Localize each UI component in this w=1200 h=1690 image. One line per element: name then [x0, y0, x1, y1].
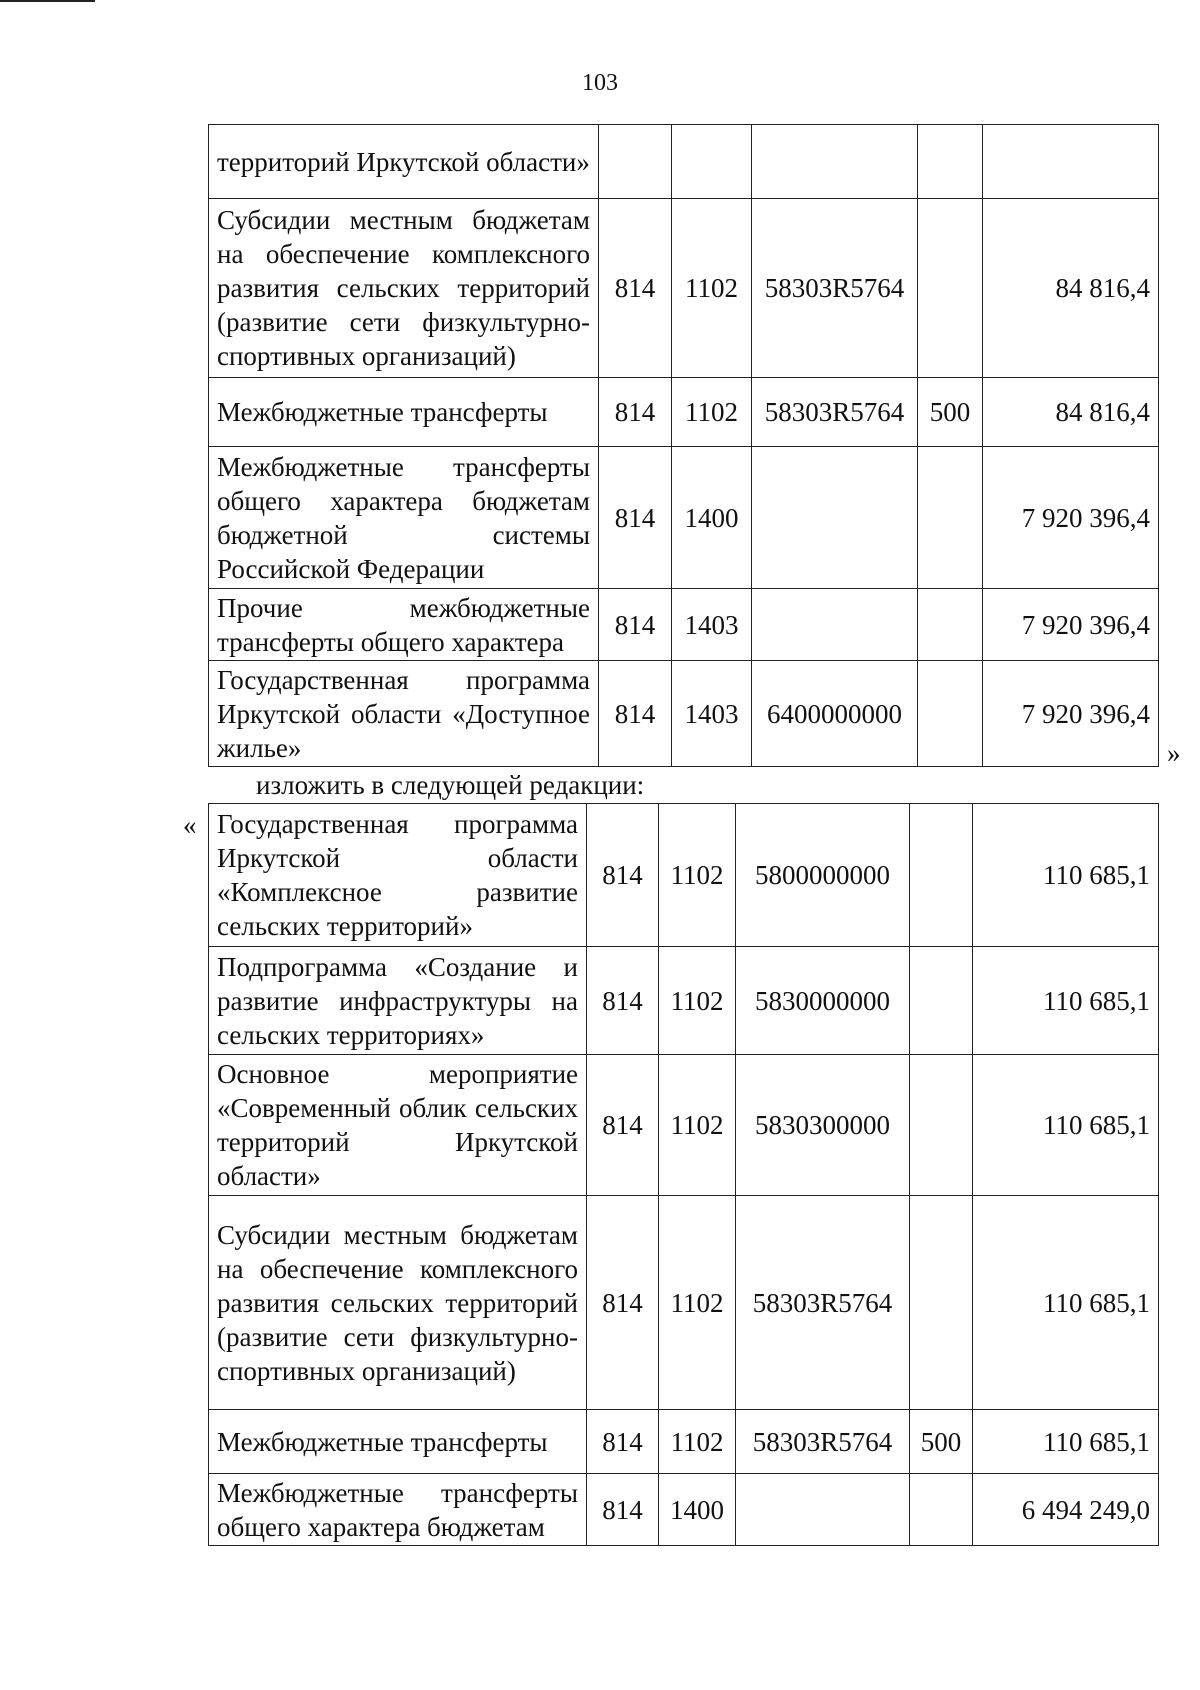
target-code-cell: 58303R5764	[752, 199, 918, 378]
expense-type-cell	[910, 947, 973, 1055]
target-code-cell: 5800000000	[736, 804, 910, 947]
target-code-cell: 58303R5764	[736, 1196, 910, 1410]
section-code-cell: 1102	[672, 378, 752, 447]
amount-cell: 84 816,4	[983, 378, 1159, 447]
section-code-cell: 1102	[659, 1410, 736, 1474]
amount-cell: 110 685,1	[973, 947, 1159, 1055]
row-name-cell: Межбюджетные трансферты	[209, 378, 599, 447]
table-row	[209, 947, 1159, 1055]
section-code-cell	[672, 125, 752, 199]
budget-table-after	[208, 803, 1159, 1546]
section-code-cell: 1102	[659, 947, 736, 1055]
table-row	[209, 661, 1159, 767]
row-name-cell: Субсидии местным бюджетам на обеспечение комплексного развития сельских территорий (развитие сети физкультурно-спортивных организаций)	[209, 1196, 587, 1410]
expense-type-cell	[918, 199, 983, 378]
amount-cell	[983, 125, 1159, 199]
row-name-cell: Основное мероприятие «Современный облик сельских территорий Иркутской области»	[209, 1055, 587, 1196]
expense-type-cell	[918, 125, 983, 199]
row-name-cell: территорий Иркутской области»	[209, 125, 599, 199]
expense-type-cell	[910, 1474, 973, 1546]
target-code-cell: 58303R5764	[736, 1410, 910, 1474]
amount-cell: 7 920 396,4	[983, 661, 1159, 767]
admin-code-cell: 814	[599, 447, 672, 589]
expense-type-cell	[918, 447, 983, 589]
section-code-cell: 1102	[659, 1055, 736, 1196]
instruction-text: изложить в следующей редакции:	[256, 770, 645, 800]
budget-table-before	[208, 124, 1159, 767]
table-row	[209, 1196, 1159, 1410]
amount-cell: 110 685,1	[973, 1196, 1159, 1410]
section-code-cell: 1403	[672, 661, 752, 767]
target-code-cell	[736, 1474, 910, 1546]
admin-code-cell: 814	[587, 1055, 659, 1196]
row-name-cell: Государственная программа Иркутской области «Комплексное развитие сельских территорий»	[209, 804, 587, 947]
expense-type-cell	[910, 1196, 973, 1410]
admin-code-cell: 814	[599, 199, 672, 378]
amount-cell: 6 494 249,0	[973, 1474, 1159, 1546]
admin-code-cell: 814	[587, 947, 659, 1055]
row-name-cell: Межбюджетные трансферты	[209, 1410, 587, 1474]
row-name-cell: Субсидии местным бюджетам на обеспечение комплексного развития сельских территорий (развитие сети физкультурно-спортивных организаций)	[209, 199, 599, 378]
target-code-cell: 5830000000	[736, 947, 910, 1055]
admin-code-cell: 814	[587, 1410, 659, 1474]
admin-code-cell: 814	[587, 1196, 659, 1410]
target-code-cell: 5830300000	[736, 1055, 910, 1196]
admin-code-cell: 814	[599, 661, 672, 767]
expense-type-cell	[918, 589, 983, 661]
closing-quote: »	[1167, 738, 1181, 768]
expense-type-cell: 500	[918, 378, 983, 447]
page-number: 103	[582, 70, 618, 96]
amount-cell: 84 816,4	[983, 199, 1159, 378]
expense-type-cell: 500	[910, 1410, 973, 1474]
amount-cell: 7 920 396,4	[983, 589, 1159, 661]
amount-cell: 7 920 396,4	[983, 447, 1159, 589]
top-rule	[0, 0, 95, 2]
amount-cell: 110 685,1	[973, 1410, 1159, 1474]
section-code-cell: 1400	[659, 1474, 736, 1546]
target-code-cell: 58303R5764	[752, 378, 918, 447]
section-code-cell: 1403	[672, 589, 752, 661]
admin-code-cell	[599, 125, 672, 199]
amount-cell: 110 685,1	[973, 804, 1159, 947]
target-code-cell: 6400000000	[752, 661, 918, 767]
target-code-cell	[752, 125, 918, 199]
opening-quote: «	[183, 810, 197, 840]
row-name-cell: Прочие межбюджетные трансферты общего характера	[209, 589, 599, 661]
admin-code-cell: 814	[587, 804, 659, 947]
section-code-cell: 1102	[672, 199, 752, 378]
expense-type-cell	[918, 661, 983, 767]
table-row	[209, 199, 1159, 378]
target-code-cell	[752, 589, 918, 661]
amount-cell: 110 685,1	[973, 1055, 1159, 1196]
row-name-cell: Межбюджетные трансферты общего характера бюджетам бюджетной системы Российской Федерации	[209, 447, 599, 589]
section-code-cell: 1102	[659, 1196, 736, 1410]
table-row	[209, 1055, 1159, 1196]
admin-code-cell: 814	[599, 378, 672, 447]
section-code-cell: 1102	[659, 804, 736, 947]
table-row	[209, 804, 1159, 947]
table-row	[209, 378, 1159, 447]
expense-type-cell	[910, 1055, 973, 1196]
row-name-cell: Межбюджетные трансферты общего характера бюджетам	[209, 1474, 587, 1546]
table-row	[209, 1474, 1159, 1546]
target-code-cell	[752, 447, 918, 589]
table-row	[209, 125, 1159, 199]
admin-code-cell: 814	[587, 1474, 659, 1546]
row-name-cell: Государственная программа Иркутской области «Доступное жилье»	[209, 661, 599, 767]
expense-type-cell	[910, 804, 973, 947]
table-row	[209, 447, 1159, 589]
row-name-cell: Подпрограмма «Создание и развитие инфраструктуры на сельских территориях»	[209, 947, 587, 1055]
table-row	[209, 1410, 1159, 1474]
admin-code-cell: 814	[599, 589, 672, 661]
table-row	[209, 589, 1159, 661]
section-code-cell: 1400	[672, 447, 752, 589]
